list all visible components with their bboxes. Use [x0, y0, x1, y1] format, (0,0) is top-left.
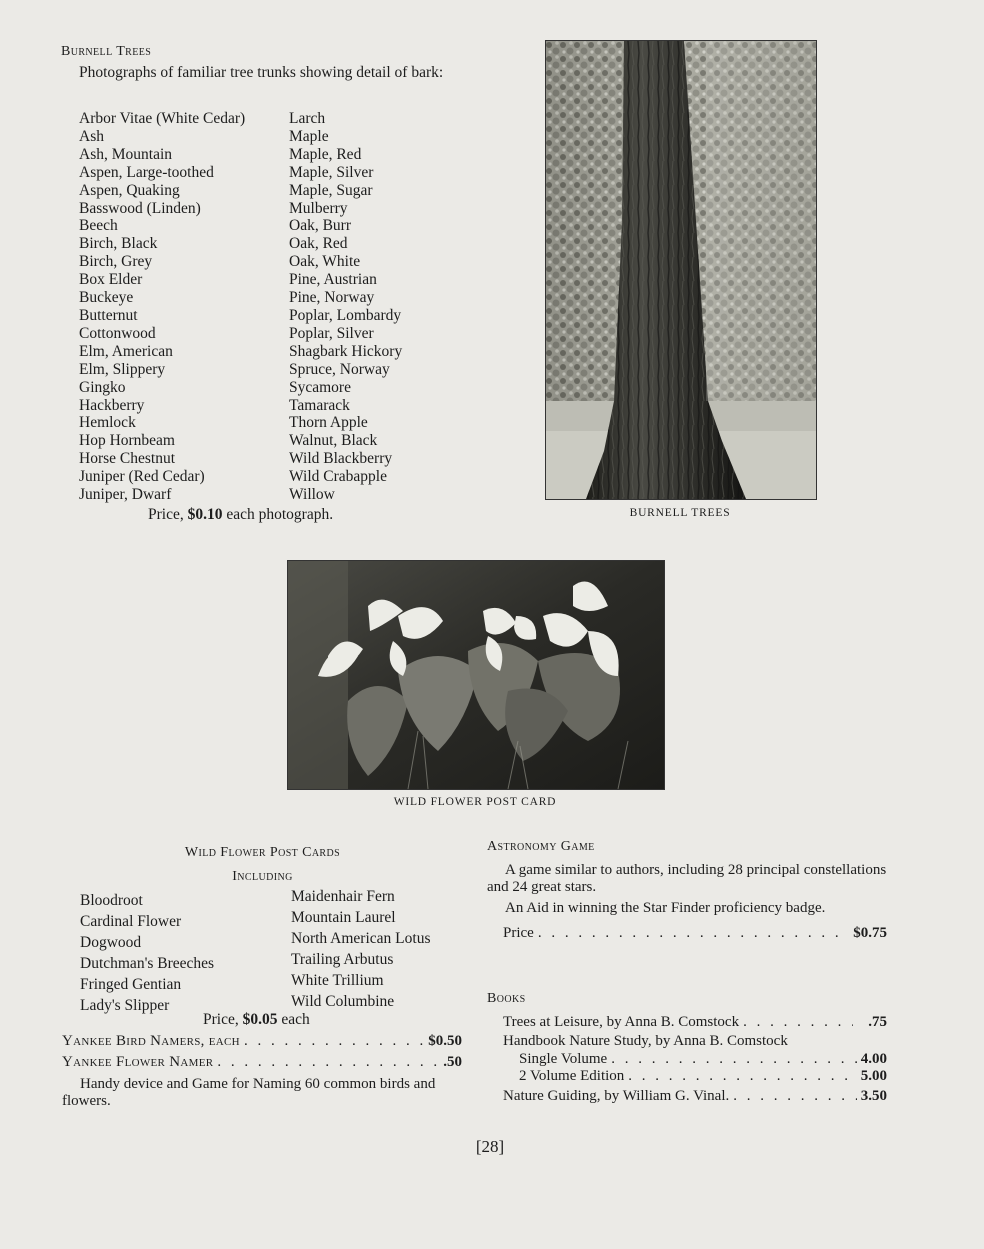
flower-list-item: Trailing Arbutus	[291, 951, 394, 968]
yankee-flower-namer-row	[62, 1054, 462, 1071]
tree-trunk-image	[546, 41, 816, 499]
tree-list-item: Ash, Mountain	[79, 145, 172, 163]
tree-list-item: Poplar, Lombardy	[289, 306, 402, 324]
yankee-bird-namers-row	[62, 1033, 462, 1050]
tree-list-item: Spruce, Norway	[289, 360, 390, 378]
tree-list-item: Hemlock	[79, 414, 136, 432]
tree-list-item: Elm, Slippery	[79, 360, 166, 378]
tree-list-item: Wild Blackberry	[289, 450, 393, 468]
leader-dots	[538, 925, 849, 942]
book-label: 2 Volume Edition	[519, 1068, 625, 1084]
yankee-bird-price: $0.50	[428, 1033, 462, 1049]
tree-list-item: Beech	[79, 217, 118, 235]
tree-list-item: Pine, Norway	[289, 289, 375, 307]
book-row-trees-at-leisure	[503, 1014, 887, 1031]
tree-list-item: Gingko	[79, 378, 126, 396]
wild-flower-caption: WILD FLOWER POST CARD	[393, 796, 557, 808]
tree-list-item: Mulberry	[289, 199, 348, 217]
flower-list-item: Cardinal Flower	[80, 913, 182, 930]
burnell-trees-price: Price, $0.10 each photograph.	[148, 506, 334, 523]
tree-list-item: Shagbark Hickory	[289, 342, 403, 360]
wild-flower-photo	[287, 560, 665, 790]
tree-list-item: Tamarack	[289, 396, 350, 414]
tree-list-item: Maple	[289, 127, 329, 145]
book-label-handbook: Handbook Nature Study, by Anna B. Comstock	[503, 1033, 788, 1049]
trillium-image	[288, 561, 664, 789]
flower-list-item: Bloodroot	[80, 892, 143, 909]
tree-list-item: Hackberry	[79, 396, 145, 414]
burnell-trees-intro: Photographs of familiar tree trunks showing detail of bark:	[79, 64, 444, 81]
tree-list-item: Juniper (Red Cedar)	[79, 468, 205, 486]
book-row-two-volume	[519, 1068, 887, 1085]
tree-list-item: Horse Chestnut	[79, 450, 176, 468]
flower-list-item: Mountain Laurel	[291, 909, 396, 926]
tree-list-item: Walnut, Black	[289, 432, 378, 450]
book-label: Single Volume	[519, 1051, 608, 1067]
tree-list-item: Maple, Red	[289, 145, 362, 163]
tree-list-item: Buckeye	[79, 289, 134, 307]
tree-list-item: Poplar, Silver	[289, 324, 374, 342]
burnell-trees-heading: Burnell Trees	[61, 44, 152, 59]
book-label: Trees at Leisure, by Anna B. Comstock	[503, 1014, 740, 1030]
yankee-description: Handy device and Game for Naming 60 common birds and flowers.	[62, 1076, 436, 1109]
books-heading: Books	[487, 991, 526, 1006]
tree-list-item: Maple, Silver	[289, 163, 374, 181]
astronomy-text1: A game similar to authors, including 28 principal constellations and 24 great stars.	[487, 862, 887, 895]
page-number: [28]	[475, 1137, 505, 1156]
yankee-flower-price: .50	[443, 1054, 462, 1070]
tree-list-item: Oak, White	[289, 253, 361, 271]
tree-list-item: Ash	[79, 127, 104, 145]
tree-list-item: Arbor Vitae (White Cedar)	[79, 110, 246, 127]
tree-list-item: Hop Hornbeam	[79, 432, 175, 450]
book-row-single-volume	[519, 1051, 887, 1068]
book-price: 5.00	[860, 1068, 887, 1084]
leader-dots	[611, 1051, 857, 1068]
book-label: Nature Guiding, by William G. Vinal.	[503, 1088, 730, 1104]
flower-list-item: Dogwood	[80, 934, 142, 951]
wild-flower-subheading: Including	[232, 869, 293, 884]
astronomy-text2: An Aid in winning the Star Finder proficiency badge.	[505, 900, 826, 916]
yankee-bird-label: Yankee Bird Namers, each	[62, 1033, 240, 1049]
astronomy-price-row	[503, 925, 887, 942]
astronomy-heading: Astronomy Game	[487, 839, 595, 854]
book-price: 3.50	[860, 1088, 887, 1104]
leader-dots	[628, 1068, 856, 1085]
yankee-flower-label: Yankee Flower Namer	[62, 1054, 214, 1070]
tree-list-item: Pine, Austrian	[289, 271, 377, 289]
tree-list-item: Maple, Sugar	[289, 181, 373, 199]
wild-flower-list-col2	[291, 886, 430, 1012]
tree-list-item: Larch	[289, 110, 326, 127]
leader-dots	[743, 1014, 853, 1031]
tree-list-item: Willow	[289, 486, 335, 504]
burnell-trees-list-col2	[289, 110, 402, 504]
book-price: .75	[868, 1014, 887, 1030]
wild-flower-list-col1	[80, 890, 214, 1016]
tree-list-item: Oak, Burr	[289, 217, 351, 235]
flower-list-item: Wild Columbine	[291, 993, 395, 1010]
tree-list-item: Aspen, Large-toothed	[79, 163, 214, 181]
burnell-trees-caption: BURNELL TREES	[629, 507, 731, 519]
flower-list-item: Fringed Gentian	[80, 976, 182, 993]
leader-dots	[733, 1088, 857, 1105]
tree-list-item: Oak, Red	[289, 235, 348, 253]
tree-list-item: Birch, Black	[79, 235, 158, 253]
tree-list-item: Basswood (Linden)	[79, 199, 201, 217]
tree-list-item: Elm, American	[79, 342, 173, 360]
tree-list-item: Aspen, Quaking	[79, 181, 180, 199]
tree-list-item: Thorn Apple	[289, 414, 368, 432]
burnell-trees-list-col1	[79, 110, 245, 504]
tree-list-item: Wild Crabapple	[289, 468, 387, 486]
leader-dots	[217, 1054, 439, 1071]
burnell-trees-photo	[545, 40, 817, 500]
tree-list-item: Box Elder	[79, 271, 143, 289]
leader-dots	[244, 1033, 424, 1050]
tree-list-item: Juniper, Dwarf	[79, 486, 172, 504]
flower-list-item: Dutchman's Breeches	[80, 955, 215, 972]
tree-list-item: Birch, Grey	[79, 253, 153, 271]
tree-list-item: Sycamore	[289, 378, 351, 396]
flower-list-item: Lady's Slipper	[80, 997, 170, 1014]
flower-list-item: North American Lotus	[291, 930, 431, 947]
wild-flower-heading: Wild Flower Post Cards	[184, 845, 341, 860]
astronomy-price: $0.75	[853, 925, 887, 941]
book-row-nature-guiding	[503, 1088, 887, 1105]
tree-list-item: Butternut	[79, 306, 138, 324]
astronomy-price-label: Price	[503, 925, 534, 941]
flower-list-item: White Trillium	[291, 972, 384, 989]
wild-flower-price: Price, $0.05 each	[203, 1011, 310, 1028]
flower-list-item: Maidenhair Fern	[291, 888, 395, 905]
tree-list-item: Cottonwood	[79, 324, 156, 342]
book-price: 4.00	[860, 1051, 887, 1067]
